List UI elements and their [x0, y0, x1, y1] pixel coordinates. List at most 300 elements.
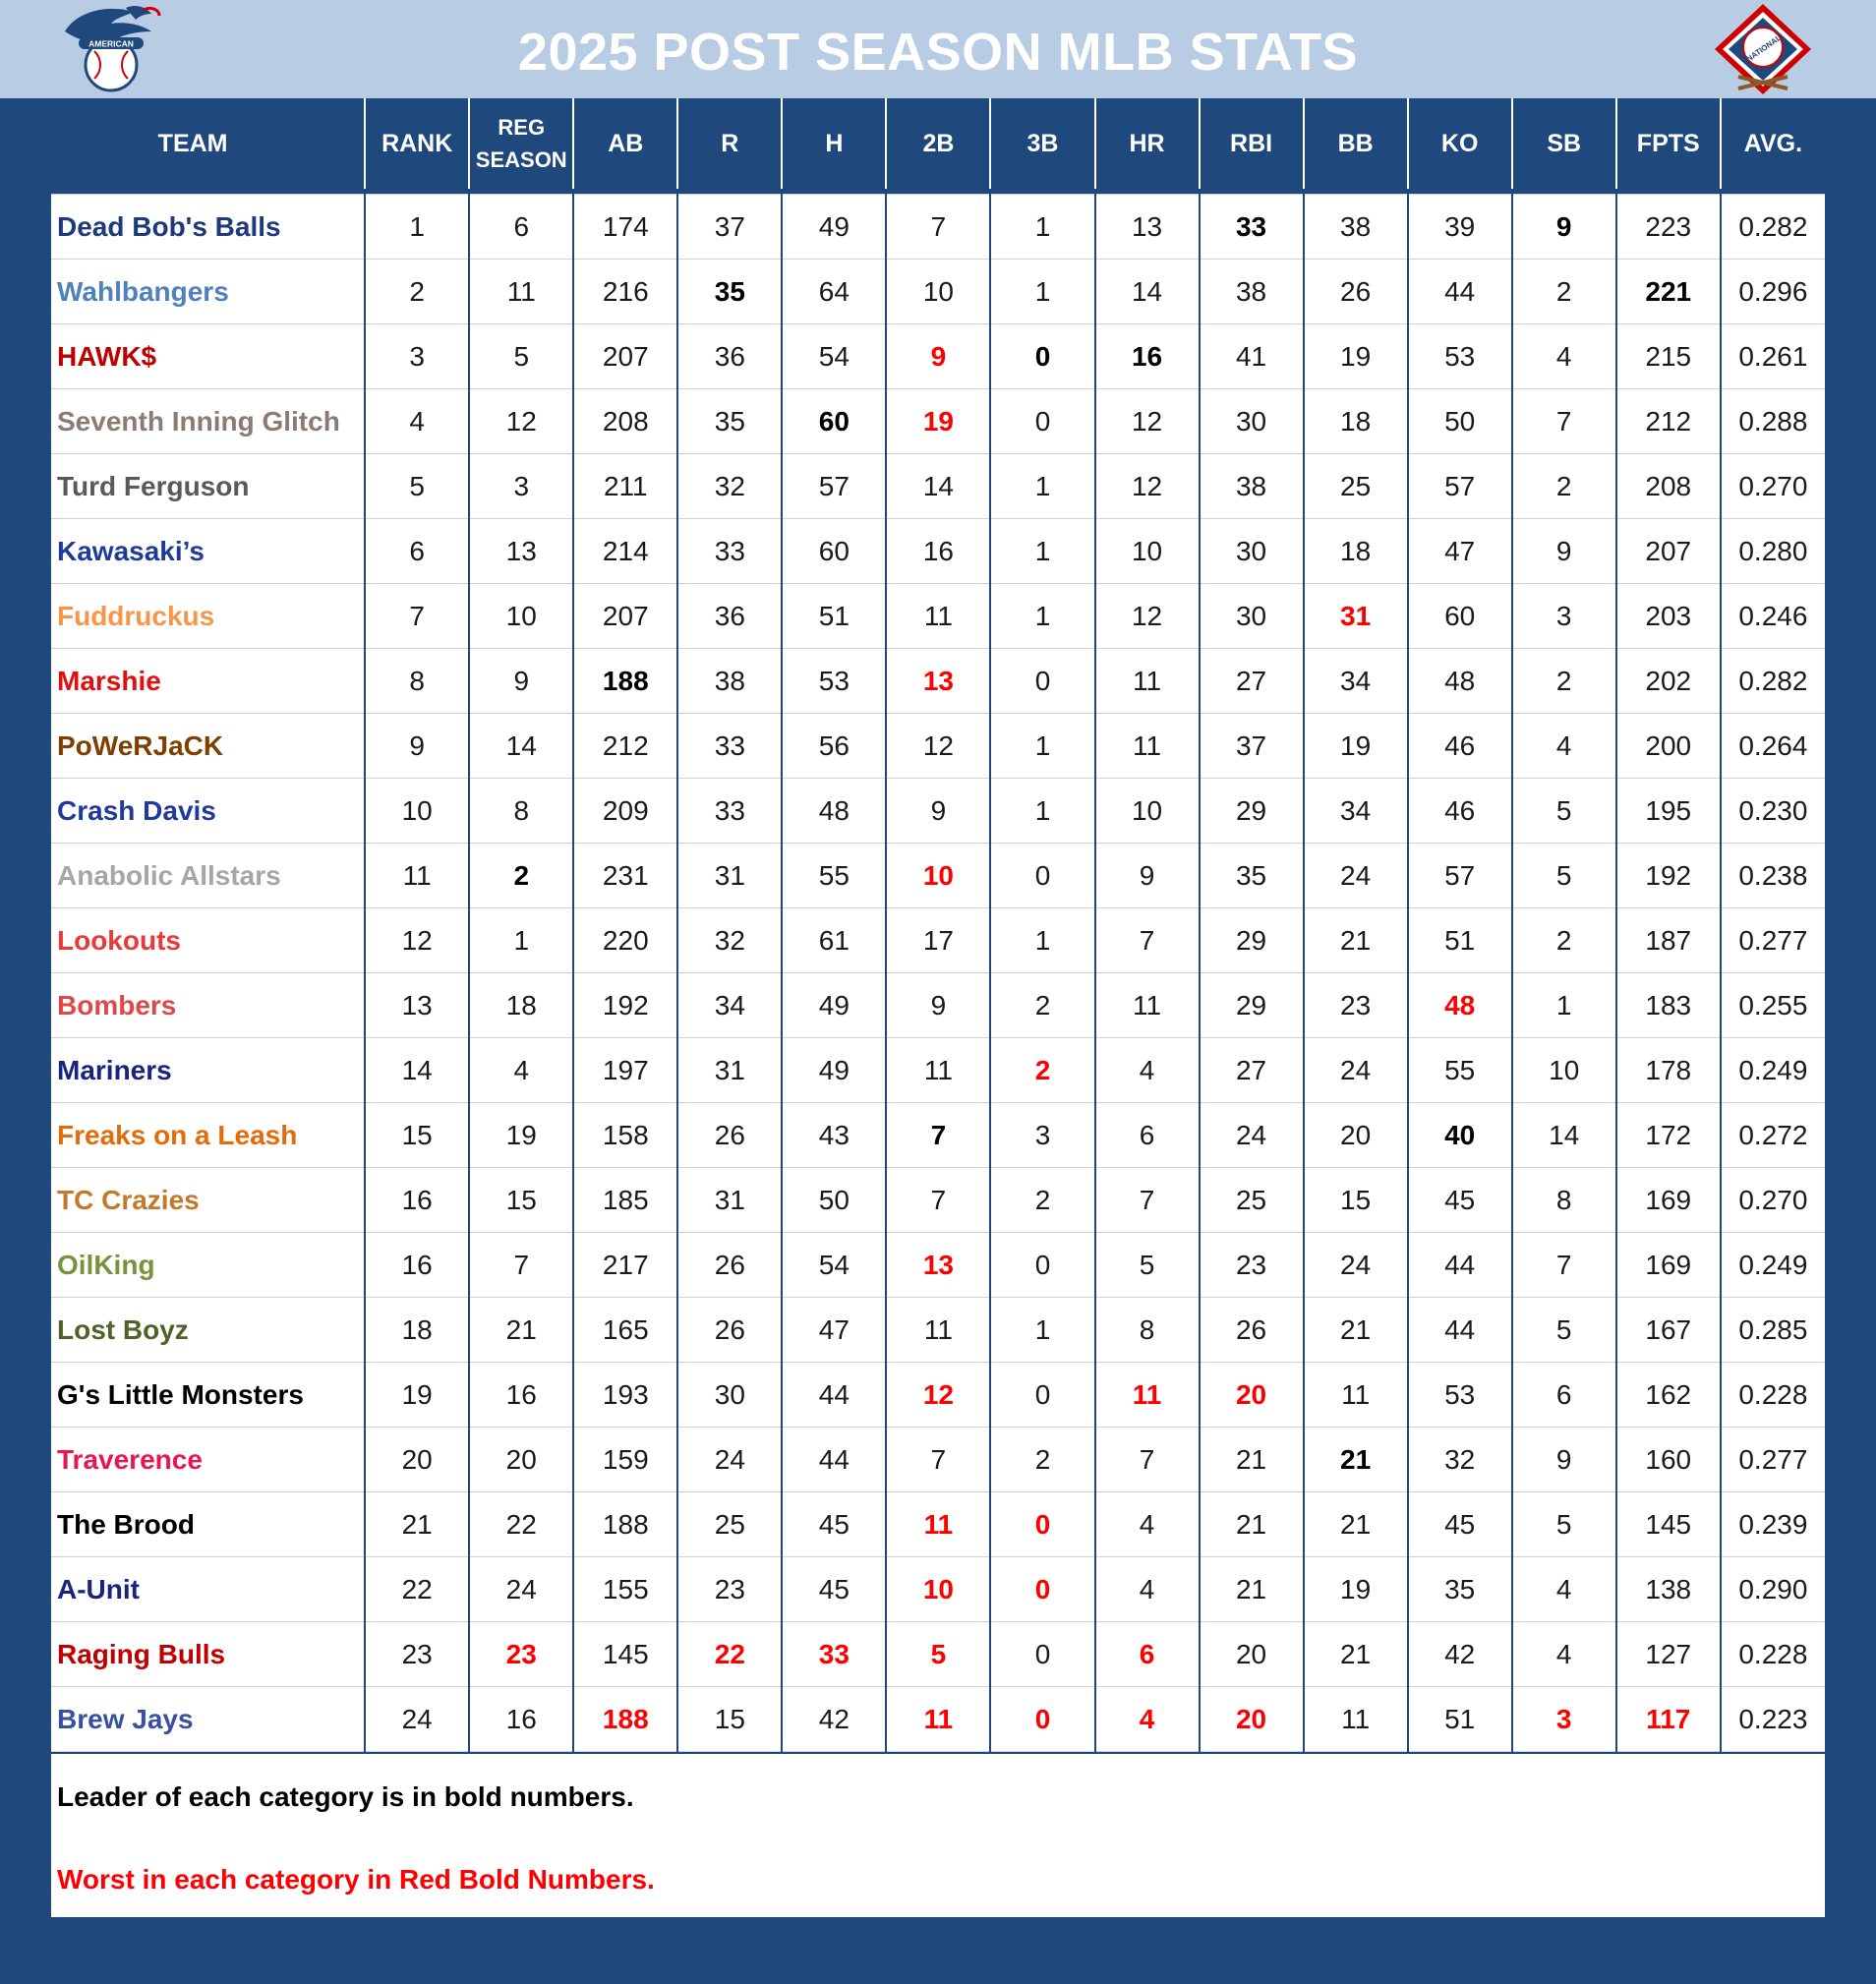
- cell-reg-season: 15: [469, 1168, 573, 1233]
- cell-sb: 9: [1512, 519, 1616, 584]
- cell-fpts: 172: [1616, 1103, 1721, 1168]
- cell-avg: 0.246: [1721, 584, 1825, 649]
- cell-ab: 207: [573, 324, 677, 389]
- cell-fpts: 203: [1616, 584, 1721, 649]
- cell-sb: 5: [1512, 1492, 1616, 1557]
- cell-rank: 22: [365, 1557, 469, 1622]
- cell-hr: 11: [1095, 973, 1200, 1038]
- cell-bb: 38: [1304, 195, 1408, 260]
- cell-ko: 57: [1408, 454, 1512, 519]
- cell-h: 33: [782, 1622, 886, 1687]
- table-row: [51, 324, 1825, 389]
- team-name: Crash Davis: [51, 779, 365, 844]
- cell-ko: 48: [1408, 973, 1512, 1038]
- cell-avg: 0.277: [1721, 908, 1825, 973]
- cell-sb: 3: [1512, 1687, 1616, 1752]
- cell-bb: 21: [1304, 1298, 1408, 1363]
- page-title: 2025 POST SEASON MLB STATS: [517, 23, 1359, 82]
- cell-avg: 0.285: [1721, 1298, 1825, 1363]
- cell-reg-season: 10: [469, 584, 573, 649]
- team-name: Turd Ferguson: [51, 454, 365, 519]
- cell-hr: 10: [1095, 779, 1200, 844]
- table-row: [51, 779, 1825, 844]
- cell-avg: 0.255: [1721, 973, 1825, 1038]
- table-row: [51, 454, 1825, 519]
- cell-hr: 4: [1095, 1038, 1200, 1103]
- cell-ko: 47: [1408, 519, 1512, 584]
- table-row: [51, 844, 1825, 908]
- cell-r: 31: [677, 844, 782, 908]
- cell-2b: 5: [886, 1622, 990, 1687]
- cell-hr: 7: [1095, 908, 1200, 973]
- cell-avg: 0.261: [1721, 324, 1825, 389]
- cell-reg-season: 21: [469, 1298, 573, 1363]
- cell-bb: 19: [1304, 1557, 1408, 1622]
- cell-2b: 12: [886, 714, 990, 779]
- note-leader-bold: Leader of each category is in bold numbers.: [57, 1781, 634, 1812]
- cell-fpts: 187: [1616, 908, 1721, 973]
- cell-bb: 34: [1304, 649, 1408, 714]
- table-row: [51, 1492, 1825, 1557]
- column-header-sb: SB: [1512, 98, 1616, 189]
- cell-fpts: 160: [1616, 1428, 1721, 1492]
- table-row: [51, 195, 1825, 260]
- team-name: HAWK$: [51, 324, 365, 389]
- cell-h: 61: [782, 908, 886, 973]
- team-name: Bombers: [51, 973, 365, 1038]
- table-row: [51, 973, 1825, 1038]
- cell-ko: 44: [1408, 260, 1512, 324]
- cell-2b: 7: [886, 1168, 990, 1233]
- cell-bb: 19: [1304, 714, 1408, 779]
- cell-hr: 5: [1095, 1233, 1200, 1298]
- team-name: Wahlbangers: [51, 260, 365, 324]
- cell-sb: 1: [1512, 973, 1616, 1038]
- cell-ko: 45: [1408, 1168, 1512, 1233]
- cell-h: 54: [782, 324, 886, 389]
- legend-notes: [51, 1754, 1825, 1917]
- cell-fpts: 195: [1616, 779, 1721, 844]
- cell-h: 53: [782, 649, 886, 714]
- cell-fpts: 202: [1616, 649, 1721, 714]
- team-name: Dead Bob's Balls: [51, 195, 365, 260]
- cell-h: 57: [782, 454, 886, 519]
- cell-ab: 207: [573, 584, 677, 649]
- cell-hr: 6: [1095, 1103, 1200, 1168]
- team-name: A-Unit: [51, 1557, 365, 1622]
- cell-3b: 0: [990, 1622, 1094, 1687]
- cell-avg: 0.280: [1721, 519, 1825, 584]
- cell-h: 42: [782, 1687, 886, 1752]
- cell-fpts: 215: [1616, 324, 1721, 389]
- cell-r: 26: [677, 1298, 782, 1363]
- cell-fpts: 169: [1616, 1168, 1721, 1233]
- cell-rank: 16: [365, 1168, 469, 1233]
- cell-3b: 3: [990, 1103, 1094, 1168]
- team-name: The Brood: [51, 1492, 365, 1557]
- cell-hr: 7: [1095, 1168, 1200, 1233]
- cell-reg-season: 6: [469, 195, 573, 260]
- cell-rank: 2: [365, 260, 469, 324]
- cell-3b: 1: [990, 908, 1094, 973]
- cell-ko: 46: [1408, 779, 1512, 844]
- table-row: [51, 584, 1825, 649]
- cell-rbi: 20: [1200, 1363, 1304, 1428]
- cell-rank: 19: [365, 1363, 469, 1428]
- column-header-fpts: FPTS: [1616, 98, 1721, 189]
- cell-hr: 11: [1095, 649, 1200, 714]
- cell-h: 47: [782, 1298, 886, 1363]
- cell-rank: 21: [365, 1492, 469, 1557]
- cell-reg-season: 4: [469, 1038, 573, 1103]
- cell-ab: 185: [573, 1168, 677, 1233]
- cell-3b: 0: [990, 649, 1094, 714]
- cell-hr: 12: [1095, 389, 1200, 454]
- table-row: [51, 1038, 1825, 1103]
- cell-r: 36: [677, 324, 782, 389]
- cell-h: 60: [782, 389, 886, 454]
- cell-reg-season: 11: [469, 260, 573, 324]
- note-worst-red: Worst in each category in Red Bold Numbers.: [57, 1864, 655, 1895]
- cell-rank: 10: [365, 779, 469, 844]
- cell-sb: 4: [1512, 714, 1616, 779]
- cell-h: 55: [782, 844, 886, 908]
- cell-ko: 32: [1408, 1428, 1512, 1492]
- cell-avg: 0.238: [1721, 844, 1825, 908]
- column-header-3b: 3B: [990, 98, 1094, 189]
- cell-reg-season: 22: [469, 1492, 573, 1557]
- cell-bb: 24: [1304, 1233, 1408, 1298]
- table-row: [51, 1103, 1825, 1168]
- cell-rbi: 26: [1200, 1298, 1304, 1363]
- cell-3b: 1: [990, 714, 1094, 779]
- cell-rbi: 29: [1200, 908, 1304, 973]
- cell-bb: 18: [1304, 389, 1408, 454]
- cell-rank: 16: [365, 1233, 469, 1298]
- cell-avg: 0.296: [1721, 260, 1825, 324]
- cell-reg-season: 13: [469, 519, 573, 584]
- table-row: [51, 519, 1825, 584]
- cell-bb: 21: [1304, 1622, 1408, 1687]
- cell-3b: 2: [990, 1428, 1094, 1492]
- cell-rank: 8: [365, 649, 469, 714]
- stats-table-container: [51, 98, 1825, 1762]
- cell-r: 37: [677, 195, 782, 260]
- cell-hr: 8: [1095, 1298, 1200, 1363]
- cell-bb: 26: [1304, 260, 1408, 324]
- cell-fpts: 183: [1616, 973, 1721, 1038]
- cell-bb: 21: [1304, 908, 1408, 973]
- cell-reg-season: 2: [469, 844, 573, 908]
- team-name: Seventh Inning Glitch: [51, 389, 365, 454]
- cell-rank: 3: [365, 324, 469, 389]
- cell-ko: 51: [1408, 908, 1512, 973]
- cell-rbi: 25: [1200, 1168, 1304, 1233]
- cell-rbi: 21: [1200, 1557, 1304, 1622]
- cell-ko: 51: [1408, 1687, 1512, 1752]
- cell-rank: 12: [365, 908, 469, 973]
- team-name: Brew Jays: [51, 1687, 365, 1752]
- column-header-bb: BB: [1304, 98, 1408, 189]
- cell-rbi: 41: [1200, 324, 1304, 389]
- cell-fpts: 169: [1616, 1233, 1721, 1298]
- cell-sb: 4: [1512, 324, 1616, 389]
- team-name: TC Crazies: [51, 1168, 365, 1233]
- team-name: OilKing: [51, 1233, 365, 1298]
- cell-h: 49: [782, 1038, 886, 1103]
- cell-avg: 0.270: [1721, 1168, 1825, 1233]
- cell-sb: 14: [1512, 1103, 1616, 1168]
- column-header-2b: 2B: [886, 98, 990, 189]
- cell-rank: 23: [365, 1622, 469, 1687]
- cell-3b: 0: [990, 1363, 1094, 1428]
- team-name: Mariners: [51, 1038, 365, 1103]
- cell-rbi: 29: [1200, 973, 1304, 1038]
- cell-reg-season: 24: [469, 1557, 573, 1622]
- svg-text:AMERICAN: AMERICAN: [88, 38, 134, 49]
- cell-2b: 13: [886, 1233, 990, 1298]
- cell-r: 33: [677, 714, 782, 779]
- cell-sb: 8: [1512, 1168, 1616, 1233]
- cell-sb: 5: [1512, 1298, 1616, 1363]
- cell-r: 15: [677, 1687, 782, 1752]
- cell-fpts: 138: [1616, 1557, 1721, 1622]
- cell-2b: 16: [886, 519, 990, 584]
- cell-ko: 44: [1408, 1233, 1512, 1298]
- cell-rbi: 21: [1200, 1428, 1304, 1492]
- cell-rbi: 20: [1200, 1622, 1304, 1687]
- cell-2b: 11: [886, 1298, 990, 1363]
- cell-r: 36: [677, 584, 782, 649]
- table-row: [51, 260, 1825, 324]
- cell-3b: 2: [990, 1038, 1094, 1103]
- cell-reg-season: 23: [469, 1622, 573, 1687]
- cell-avg: 0.249: [1721, 1038, 1825, 1103]
- cell-avg: 0.277: [1721, 1428, 1825, 1492]
- cell-reg-season: 19: [469, 1103, 573, 1168]
- team-name: Kawasaki’s: [51, 519, 365, 584]
- team-name: Fuddruckus: [51, 584, 365, 649]
- cell-r: 35: [677, 260, 782, 324]
- cell-r: 32: [677, 908, 782, 973]
- column-header-hr: HR: [1095, 98, 1200, 189]
- cell-rank: 9: [365, 714, 469, 779]
- column-header-r: R: [677, 98, 782, 189]
- cell-2b: 7: [886, 1103, 990, 1168]
- cell-sb: 2: [1512, 260, 1616, 324]
- team-name: Freaks on a Leash: [51, 1103, 365, 1168]
- cell-bb: 24: [1304, 844, 1408, 908]
- table-row: [51, 389, 1825, 454]
- cell-rank: 15: [365, 1103, 469, 1168]
- cell-rank: 7: [365, 584, 469, 649]
- team-name: PoWeRJaCK: [51, 714, 365, 779]
- cell-reg-season: 18: [469, 973, 573, 1038]
- cell-ab: 145: [573, 1622, 677, 1687]
- cell-ko: 42: [1408, 1622, 1512, 1687]
- cell-hr: 9: [1095, 844, 1200, 908]
- cell-bb: 24: [1304, 1038, 1408, 1103]
- cell-fpts: 221: [1616, 260, 1721, 324]
- cell-ab: 197: [573, 1038, 677, 1103]
- cell-ko: 53: [1408, 1363, 1512, 1428]
- cell-ko: 53: [1408, 324, 1512, 389]
- cell-fpts: 212: [1616, 389, 1721, 454]
- cell-ab: 212: [573, 714, 677, 779]
- cell-ko: 60: [1408, 584, 1512, 649]
- cell-h: 56: [782, 714, 886, 779]
- cell-h: 51: [782, 584, 886, 649]
- cell-3b: 2: [990, 973, 1094, 1038]
- cell-3b: 0: [990, 1687, 1094, 1752]
- cell-rank: 18: [365, 1298, 469, 1363]
- cell-h: 60: [782, 519, 886, 584]
- cell-ab: 165: [573, 1298, 677, 1363]
- cell-h: 49: [782, 195, 886, 260]
- cell-reg-season: 14: [469, 714, 573, 779]
- cell-sb: 4: [1512, 1622, 1616, 1687]
- cell-3b: 1: [990, 260, 1094, 324]
- cell-sb: 9: [1512, 1428, 1616, 1492]
- cell-rbi: 27: [1200, 649, 1304, 714]
- cell-reg-season: 16: [469, 1363, 573, 1428]
- cell-fpts: 200: [1616, 714, 1721, 779]
- team-name: Marshie: [51, 649, 365, 714]
- cell-rank: 5: [365, 454, 469, 519]
- table-row: [51, 1428, 1825, 1492]
- cell-h: 54: [782, 1233, 886, 1298]
- cell-rank: 6: [365, 519, 469, 584]
- cell-3b: 1: [990, 584, 1094, 649]
- cell-ko: 35: [1408, 1557, 1512, 1622]
- cell-fpts: 208: [1616, 454, 1721, 519]
- cell-2b: 9: [886, 973, 990, 1038]
- cell-h: 49: [782, 973, 886, 1038]
- cell-rbi: 35: [1200, 844, 1304, 908]
- cell-avg: 0.282: [1721, 195, 1825, 260]
- cell-bb: 23: [1304, 973, 1408, 1038]
- cell-fpts: 223: [1616, 195, 1721, 260]
- cell-ko: 55: [1408, 1038, 1512, 1103]
- cell-bb: 31: [1304, 584, 1408, 649]
- cell-rbi: 30: [1200, 519, 1304, 584]
- cell-ab: 216: [573, 260, 677, 324]
- cell-avg: 0.272: [1721, 1103, 1825, 1168]
- cell-r: 35: [677, 389, 782, 454]
- cell-reg-season: 9: [469, 649, 573, 714]
- cell-rank: 11: [365, 844, 469, 908]
- cell-hr: 16: [1095, 324, 1200, 389]
- cell-2b: 11: [886, 1038, 990, 1103]
- cell-h: 45: [782, 1492, 886, 1557]
- cell-avg: 0.288: [1721, 389, 1825, 454]
- cell-hr: 4: [1095, 1557, 1200, 1622]
- cell-rbi: 38: [1200, 260, 1304, 324]
- cell-r: 31: [677, 1038, 782, 1103]
- cell-avg: 0.249: [1721, 1233, 1825, 1298]
- cell-r: 32: [677, 454, 782, 519]
- table-row: [51, 1557, 1825, 1622]
- cell-3b: 0: [990, 324, 1094, 389]
- cell-3b: 1: [990, 454, 1094, 519]
- cell-avg: 0.290: [1721, 1557, 1825, 1622]
- table-row: [51, 1363, 1825, 1428]
- cell-ab: 192: [573, 973, 677, 1038]
- cell-hr: 11: [1095, 714, 1200, 779]
- team-name: Anabolic Allstars: [51, 844, 365, 908]
- cell-sb: 2: [1512, 649, 1616, 714]
- cell-hr: 7: [1095, 1428, 1200, 1492]
- cell-ko: 48: [1408, 649, 1512, 714]
- cell-2b: 7: [886, 195, 990, 260]
- cell-ko: 46: [1408, 714, 1512, 779]
- column-header-avg: AVG.: [1721, 98, 1825, 189]
- cell-hr: 11: [1095, 1363, 1200, 1428]
- cell-3b: 0: [990, 1557, 1094, 1622]
- team-name: Raging Bulls: [51, 1622, 365, 1687]
- cell-2b: 13: [886, 649, 990, 714]
- cell-rbi: 37: [1200, 714, 1304, 779]
- cell-3b: 0: [990, 389, 1094, 454]
- cell-ab: 214: [573, 519, 677, 584]
- cell-hr: 4: [1095, 1492, 1200, 1557]
- cell-h: 44: [782, 1363, 886, 1428]
- cell-ab: 217: [573, 1233, 677, 1298]
- cell-hr: 6: [1095, 1622, 1200, 1687]
- cell-bb: 11: [1304, 1687, 1408, 1752]
- column-header-rank: RANK: [365, 98, 469, 189]
- column-header-team: TEAM: [51, 98, 365, 189]
- team-name: Lookouts: [51, 908, 365, 973]
- cell-r: 25: [677, 1492, 782, 1557]
- cell-sb: 10: [1512, 1038, 1616, 1103]
- cell-bb: 25: [1304, 454, 1408, 519]
- table-row: [51, 714, 1825, 779]
- cell-rbi: 20: [1200, 1687, 1304, 1752]
- cell-2b: 17: [886, 908, 990, 973]
- cell-r: 26: [677, 1233, 782, 1298]
- svg-text:NATIONAL: NATIONAL: [1744, 32, 1784, 64]
- cell-reg-season: 5: [469, 324, 573, 389]
- cell-2b: 10: [886, 844, 990, 908]
- stats-table: [51, 98, 1825, 1752]
- cell-h: 50: [782, 1168, 886, 1233]
- cell-avg: 0.228: [1721, 1622, 1825, 1687]
- cell-ko: 45: [1408, 1492, 1512, 1557]
- cell-hr: 12: [1095, 454, 1200, 519]
- cell-avg: 0.282: [1721, 649, 1825, 714]
- cell-3b: 1: [990, 195, 1094, 260]
- cell-2b: 7: [886, 1428, 990, 1492]
- cell-ko: 44: [1408, 1298, 1512, 1363]
- cell-fpts: 127: [1616, 1622, 1721, 1687]
- cell-rank: 4: [365, 389, 469, 454]
- cell-fpts: 178: [1616, 1038, 1721, 1103]
- cell-bb: 11: [1304, 1363, 1408, 1428]
- cell-fpts: 207: [1616, 519, 1721, 584]
- cell-reg-season: 3: [469, 454, 573, 519]
- cell-rbi: 23: [1200, 1233, 1304, 1298]
- cell-ab: 188: [573, 649, 677, 714]
- cell-sb: 5: [1512, 779, 1616, 844]
- cell-sb: 7: [1512, 389, 1616, 454]
- cell-sb: 7: [1512, 1233, 1616, 1298]
- cell-avg: 0.230: [1721, 779, 1825, 844]
- table-row: [51, 649, 1825, 714]
- cell-2b: 11: [886, 584, 990, 649]
- cell-h: 43: [782, 1103, 886, 1168]
- cell-r: 33: [677, 519, 782, 584]
